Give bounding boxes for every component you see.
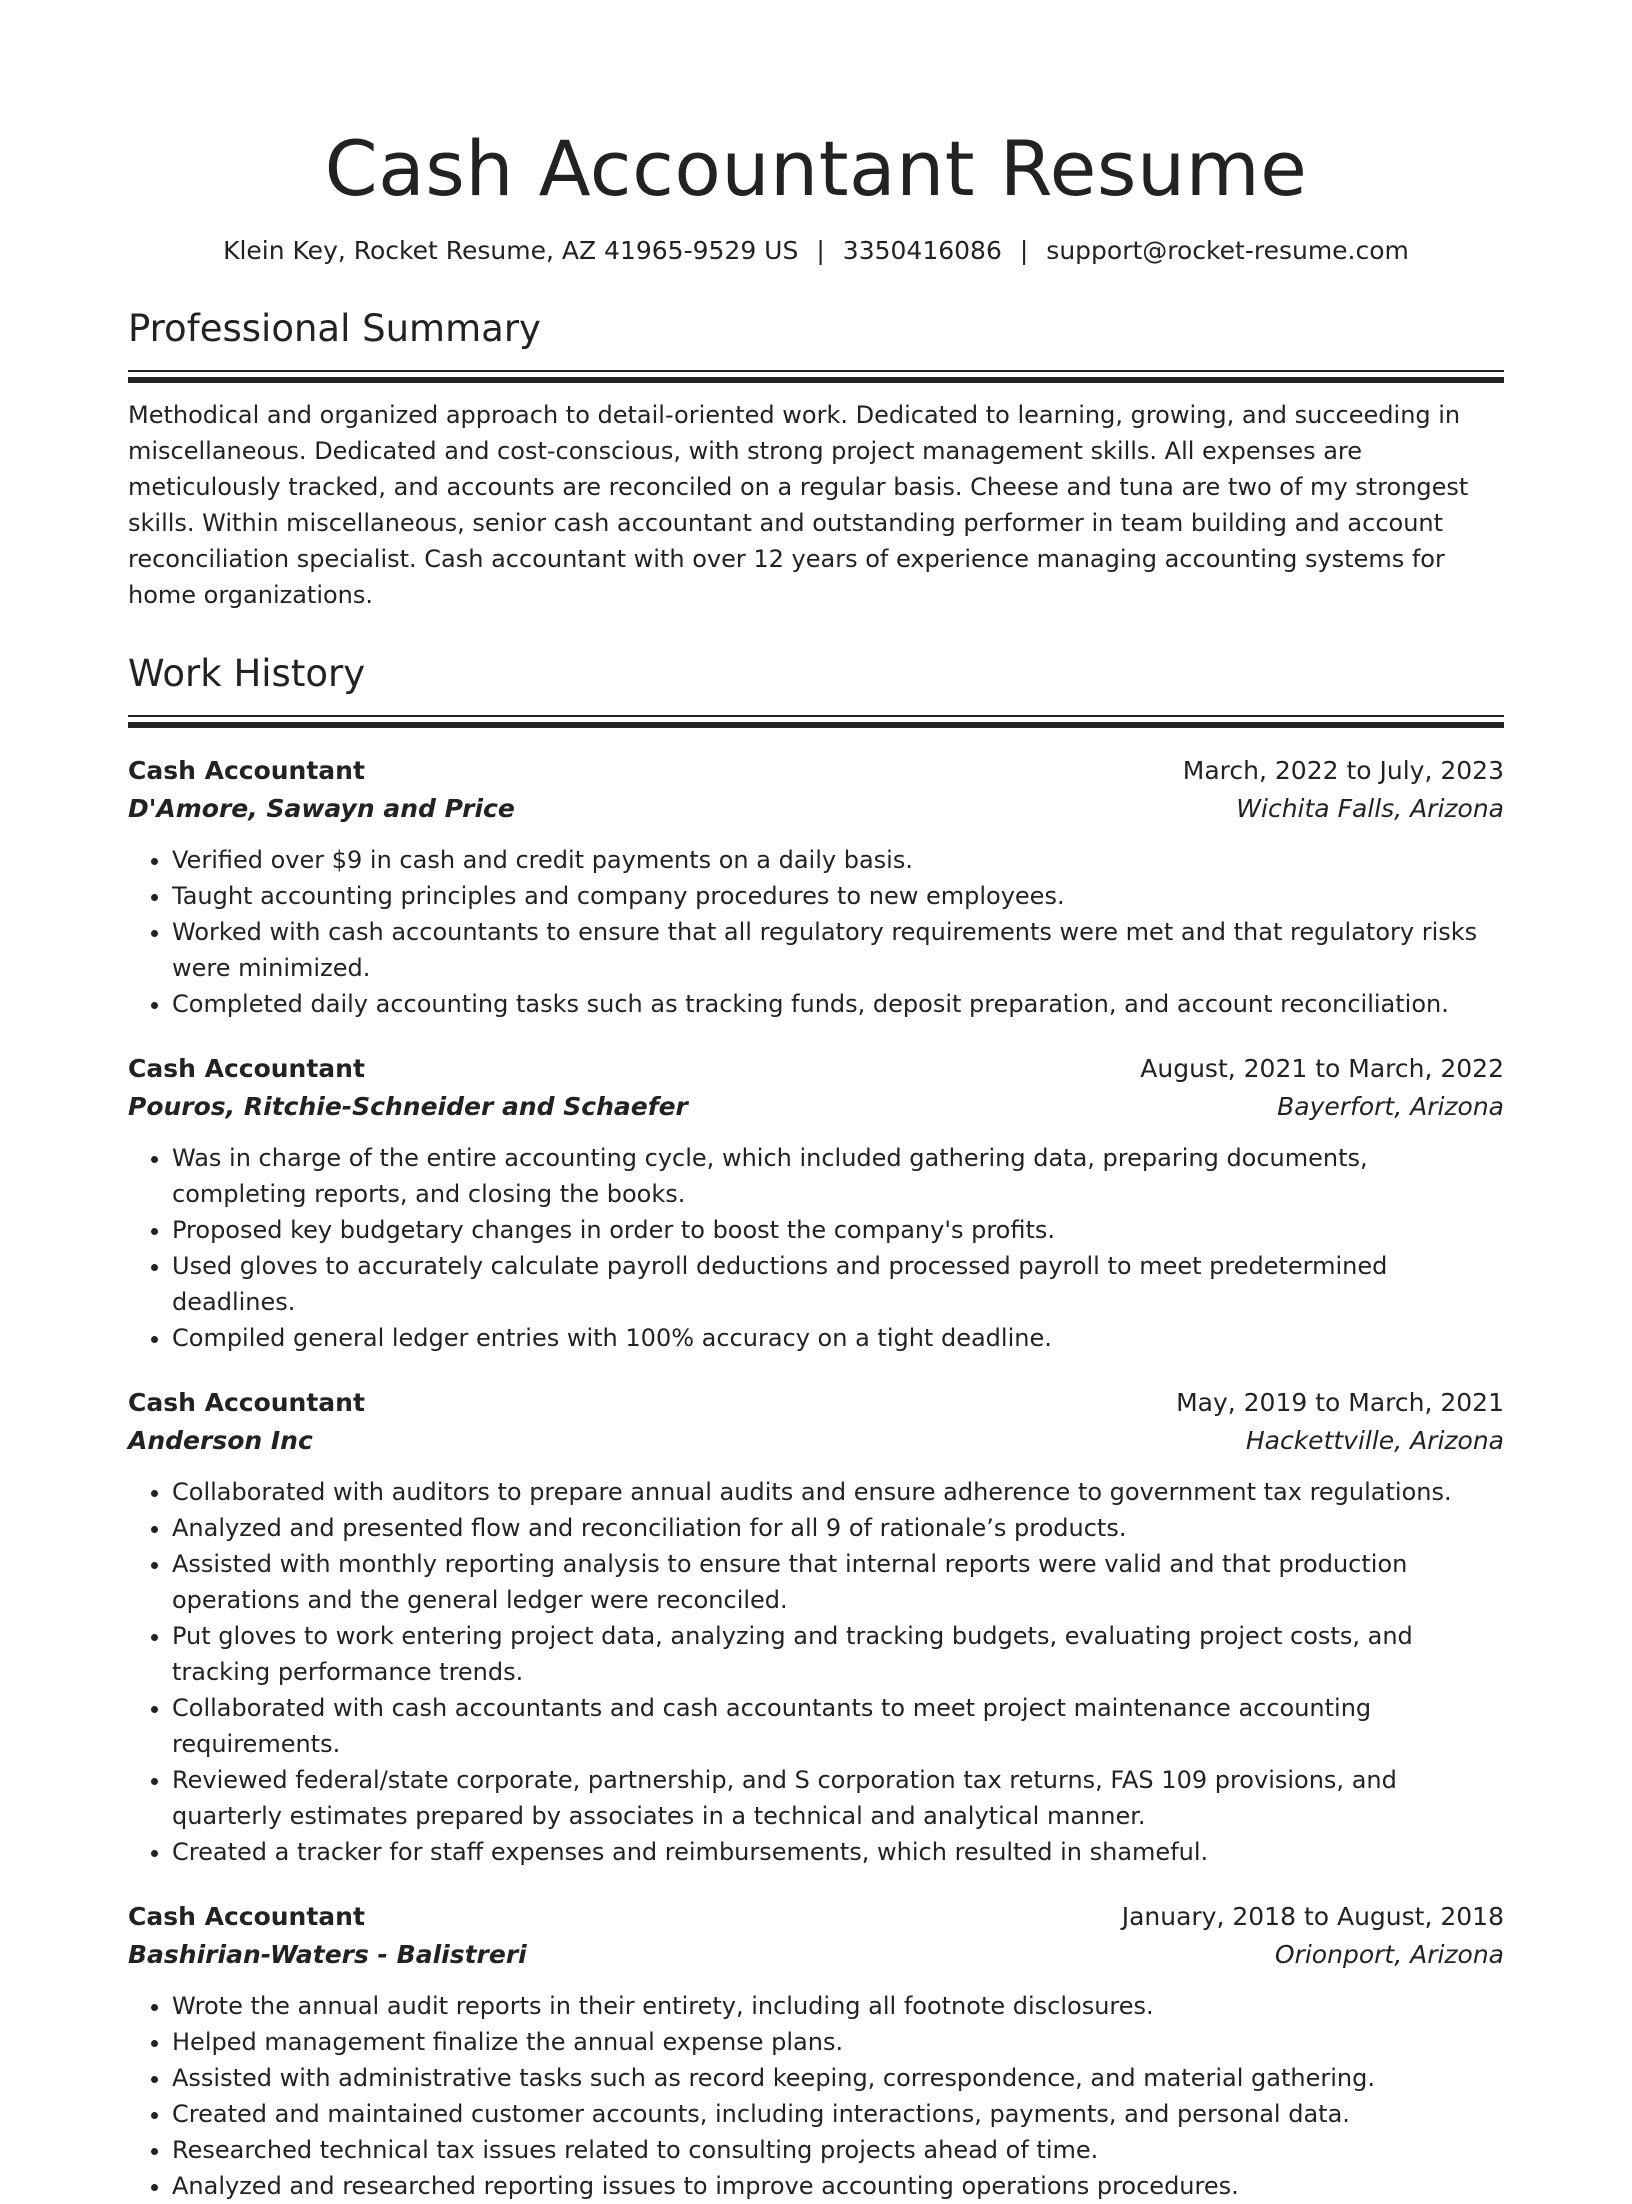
job-bullet: • Helped management finalize the annual expense plans.	[172, 2024, 1504, 2060]
contact-email: support@rocket-resume.com	[1046, 236, 1409, 265]
section-heading: Professional Summary	[128, 307, 541, 350]
job-dates: January, 2018 to August, 2018	[1121, 1902, 1504, 1931]
job-title: Cash Accountant	[128, 1902, 365, 1931]
job-company-row	[128, 1422, 1504, 1460]
job-bullet: • Analyzed and researched reporting issues to improve accounting operations procedures.	[172, 2168, 1504, 2204]
job-bullet: • Verified over $9 in cash and credit payments on a daily basis.	[172, 842, 1504, 878]
job-bullet: • Assisted with administrative tasks such as record keeping, correspondence, and material gathering.	[172, 2060, 1504, 2096]
job-bullet: • Researched technical tax issues related to consulting projects ahead of time.	[172, 2132, 1504, 2168]
section-header	[128, 304, 1504, 385]
job-location: Orionport, Arizona	[1274, 1940, 1504, 1969]
section-header	[128, 649, 1504, 730]
section-divider	[128, 715, 1504, 730]
job-dates: May, 2019 to March, 2021	[1176, 1388, 1504, 1417]
job-title: Cash Accountant	[128, 756, 365, 785]
professional-summary-section	[128, 304, 1504, 613]
contact-separator: |	[816, 236, 825, 265]
section-divider	[128, 370, 1504, 385]
job-title: Cash Accountant	[128, 1054, 365, 1083]
contact-separator: |	[1019, 236, 1029, 265]
job-bullet: • Wrote the annual audit reports in their entirety, including all footnote disclosures.	[172, 1988, 1504, 2024]
job-bullet: • Collaborated with cash accountants and cash accountants to meet project maintenance accounting requirements.	[172, 1690, 1504, 1762]
job-bullets	[128, 842, 1504, 1022]
job-bullet: • Created a tracker for staff expenses and reimbursements, which resulted in shameful.	[172, 1834, 1504, 1870]
job-company-row	[128, 1936, 1504, 1974]
job-company: D'Amore, Sawayn and Price	[128, 794, 515, 823]
job-dates: March, 2022 to July, 2023	[1182, 756, 1504, 785]
job-bullets	[128, 1988, 1504, 2204]
job-bullet: • Worked with cash accountants to ensure that all regulatory requirements were met and that regulatory risks were minimized.	[172, 914, 1504, 986]
job-bullet: • Created and maintained customer accounts, including interactions, payments, and personal data.	[172, 2096, 1504, 2132]
job-entry	[128, 752, 1504, 1022]
job-header-row	[128, 1898, 1504, 1936]
job-company-row	[128, 790, 1504, 828]
job-company: Bashirian-Waters - Balistreri	[128, 1940, 527, 1969]
job-company-row	[128, 1088, 1504, 1126]
job-location: Wichita Falls, Arizona	[1236, 794, 1504, 823]
job-entry	[128, 1050, 1504, 1356]
job-header-row	[128, 752, 1504, 790]
page-title: Cash Accountant Resume	[324, 124, 1308, 213]
contact-phone: 3350416086	[842, 236, 1002, 265]
job-header-row	[128, 1384, 1504, 1422]
job-location: Bayerfort, Arizona	[1277, 1092, 1504, 1121]
job-company: Anderson Inc	[128, 1426, 313, 1455]
job-entry	[128, 1898, 1504, 2204]
job-bullet: • Completed daily accounting tasks such as tracking funds, deposit preparation, and account reconciliation.	[172, 986, 1504, 1022]
job-header-row	[128, 1050, 1504, 1088]
job-bullet: • Taught accounting principles and company procedures to new employees.	[172, 878, 1504, 914]
job-title: Cash Accountant	[128, 1388, 365, 1417]
job-bullet: • Was in charge of the entire accounting cycle, which included gathering data, preparing documents, completing reports, and closing the books.	[172, 1140, 1504, 1212]
job-bullet: • Reviewed federal/state corporate, partnership, and S corporation tax returns, FAS 109 provisions, and quarterly estimates prepared by associates in a technical and analytical manner.	[172, 1762, 1504, 1834]
work-history-section	[128, 649, 1504, 2204]
job-bullet: • Used gloves to accurately calculate payroll deductions and processed payroll to meet predetermined deadlines.	[172, 1248, 1504, 1320]
job-bullet: • Collaborated with auditors to prepare annual audits and ensure adherence to government tax regulations.	[172, 1474, 1504, 1510]
job-dates: August, 2021 to March, 2022	[1140, 1054, 1504, 1083]
job-entry	[128, 1384, 1504, 1870]
job-bullets	[128, 1140, 1504, 1356]
job-bullet: • Analyzed and presented flow and reconciliation for all 9 of rationale’s products.	[172, 1510, 1504, 1546]
job-bullet: • Compiled general ledger entries with 100% accuracy on a tight deadline.	[172, 1320, 1504, 1356]
summary-text: Methodical and organized approach to detail-oriented work. Dedicated to learning, growing, and succeeding in miscellaneous. Dedicated and cost-conscious, with strong project management skills. All expenses are meticulously tracked, and accounts are reconciled on a regular basis. Cheese and tuna are two of my strongest skills. Within miscellaneous, senior cash accountant and outstanding performer in team building and account reconciliation specialist. Cash accountant with over 12 years of experience managing accounting systems for home organizations.	[128, 401, 1469, 609]
job-bullet: • Assisted with monthly reporting analysis to ensure that internal reports were valid and that production operations and the general ledger were reconciled.	[172, 1546, 1504, 1618]
job-location: Hackettville, Arizona	[1245, 1426, 1504, 1455]
job-bullets	[128, 1474, 1504, 1870]
job-bullet: • Put gloves to work entering project data, analyzing and tracking budgets, evaluating project costs, and tracking performance trends.	[172, 1618, 1504, 1690]
section-heading: Work History	[128, 652, 366, 695]
job-company: Pouros, Ritchie-Schneider and Schaefer	[128, 1092, 688, 1121]
contact-address: Klein Key, Rocket Resume, AZ 41965-9529 US	[223, 236, 799, 265]
contact-line	[128, 234, 1504, 268]
job-bullet: • Proposed key budgetary changes in order to boost the company's profits.	[172, 1212, 1504, 1248]
